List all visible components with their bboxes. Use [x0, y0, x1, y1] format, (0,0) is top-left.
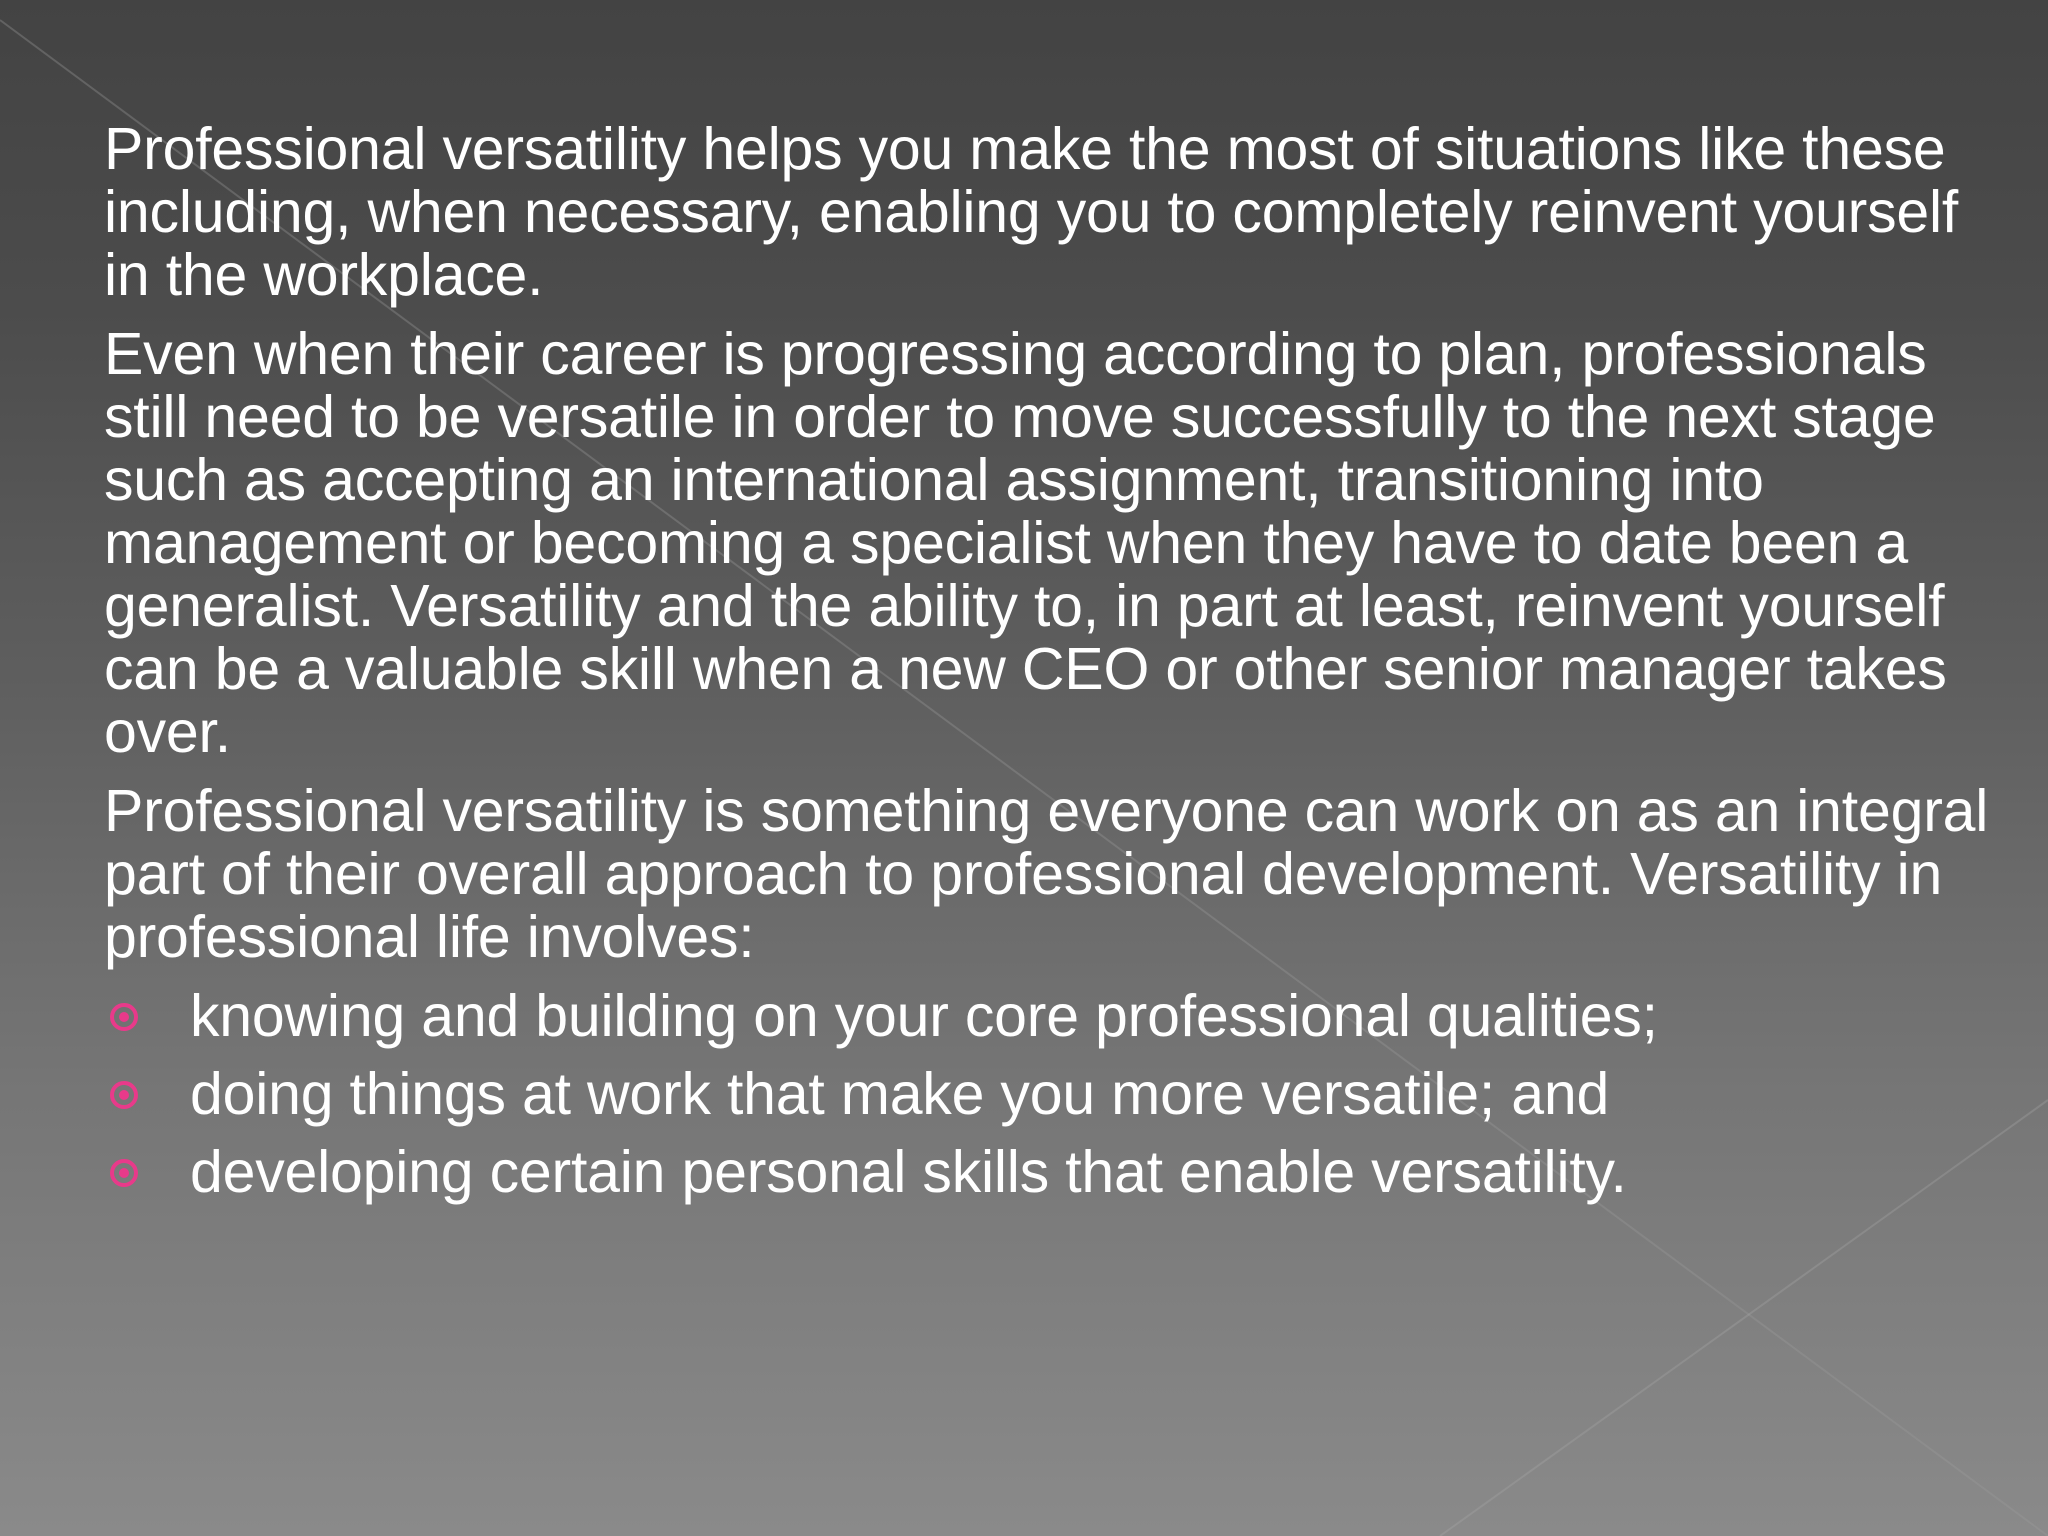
bullet-text: doing things at work that make you more versatile; and: [190, 1061, 1610, 1127]
paragraph-versatility-involves: Professional versatility is something everyone can work on as an integral part of their overall approach to professional development. Versatility in professional life involves:: [104, 778, 1989, 970]
bullet-text: knowing and building on your core professional qualities;: [190, 983, 1658, 1049]
circle-bullet-icon: [110, 1159, 138, 1187]
circle-bullet-icon: [110, 1081, 138, 1109]
paragraph-reinvent: Professional versatility helps you make the most of situations like these including, when necessary, enabling you to completely reinvent yourself in the workplace.: [104, 116, 1959, 308]
paragraph-career-progress: Even when their career is progressing according to plan, professionals still need to be versatile in order to move successfully to the next stage such as accepting an international assignment, transitioning into management or becoming a specialist when they have to date been a generalist. Versatility and the ability to, in part at least, reinvent yourself can be a valuable skill when a new CEO or other senior manager takes over.: [104, 321, 1947, 765]
bullet-text: developing certain personal skills that enable versatility.: [190, 1139, 1627, 1205]
bullet-list: [104, 985, 2004, 1204]
slide-body: [104, 118, 2004, 1219]
circle-bullet-icon: [110, 1003, 138, 1031]
bullet-item-core-qualities: [104, 985, 2004, 1048]
bullet-item-personal-skills: [104, 1141, 2004, 1204]
bullet-item-work-versatile: [104, 1063, 2004, 1126]
